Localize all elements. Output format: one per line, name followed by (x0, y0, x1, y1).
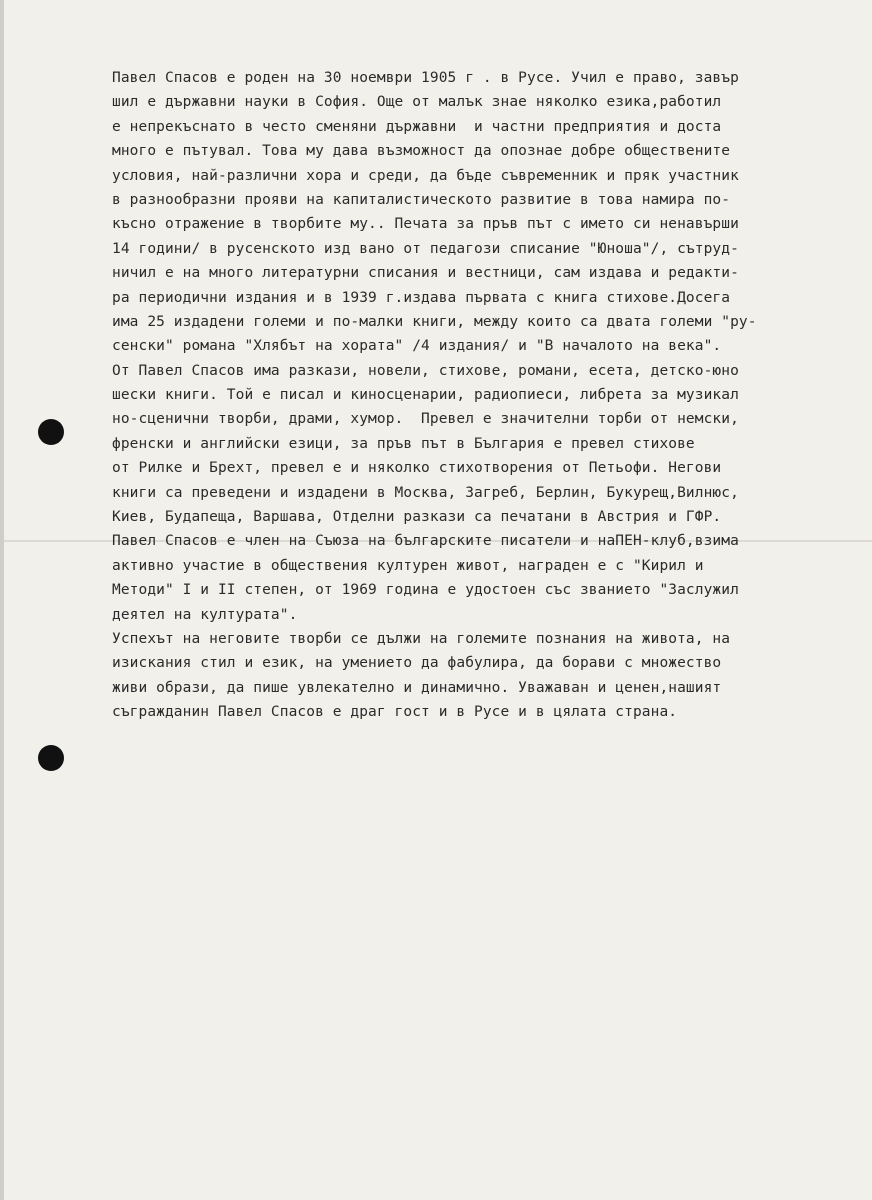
text-line: условия, най-различни хора и среди, да бъде съвременник и пряк участник (112, 167, 739, 184)
text-line: съгражданин Павел Спасов е драг гост и в Русе и в цялата страна. (112, 704, 678, 721)
punch-hole-top (38, 419, 64, 445)
text-line: в разнообразни прояви на капиталистическото развитие в това намира по- (112, 191, 731, 208)
paragraph-2 (112, 627, 872, 725)
text-line: сенски" романа "Хлябът на хората" /4 издания/ и "В началото на века". (112, 338, 722, 355)
text-line: живи образи, да пише увлекателно и динамично. Уважаван и ценен,нашият (112, 679, 722, 696)
text-line: изискания стил и език, на умението да фабулира, да борави с множество (112, 655, 722, 672)
text-line: Киев, Будапеща, Варшава, Отделни разкази са печатани в Австрия и ГФР. (112, 509, 722, 526)
punch-hole-bottom (38, 745, 64, 771)
text-line: има 25 издадени големи и по-малки книги, между които са двата големи "ру- (112, 313, 757, 330)
text-line: активно участие в обществения културен живот, награден е с "Кирил и (112, 557, 704, 574)
text-line: френски и английски езици, за пръв път в България е превел стихове (112, 435, 695, 452)
text-line: от Рилке и Брехт, превел е и няколко стихотворения от Петьофи. Негови (112, 460, 722, 477)
text-line: От Павел Спасов има разкази, новели, стихове, романи, есета, детско-юно (112, 362, 739, 379)
text-line: късно отражение в творбите му.. Печата за пръв път с името си ненавърши (112, 216, 739, 233)
text-line: но-сценични творби, драми, хумор. Превел е значителни торби от немски, (112, 411, 739, 428)
text-line: Успехът на неговите творби се дължи на големите познания на живота, на (112, 630, 731, 647)
text-line: шил е държавни науки в София. Още от малък знае няколко езика,работил (112, 94, 722, 111)
text-line: деятел на културата". (112, 606, 298, 623)
text-line: 14 години/ в русенското изд вано от педагози списание "Юноша"/, сътруд- (112, 240, 739, 257)
text-line: Павел Спасов е член на Съюза на българските писатели и наПЕН-клуб,взима (112, 533, 739, 550)
text-line: шески книги. Той е писал и киносценарии, радиопиеси, либрета за музикал (112, 387, 739, 404)
text-line: Методи" I и II степен, от 1969 година е удостоен със званието "Заслужил (112, 582, 739, 599)
paragraph-1 (112, 66, 872, 627)
typewritten-text (112, 66, 872, 725)
text-line: ничил е на много литературни списания и вестници, сам издава и редакти- (112, 265, 739, 282)
text-line: много е пътувал. Това му дава възможност да опознае добре обществените (112, 143, 731, 160)
text-line: е непрекъснато в често сменяни държавни и частни предприятия и доста (112, 118, 722, 135)
text-line: книги са преведени и издадени в Москва, Загреб, Берлин, Букурещ,Вилнюс, (112, 484, 739, 501)
text-line: Павел Спасов е роден на 30 ноември 1905 г . в Русе. Учил е право, завър (112, 70, 739, 86)
text-line: ра периодични издания и в 1939 г.издава първата с книга стихове.Досега (112, 289, 731, 306)
